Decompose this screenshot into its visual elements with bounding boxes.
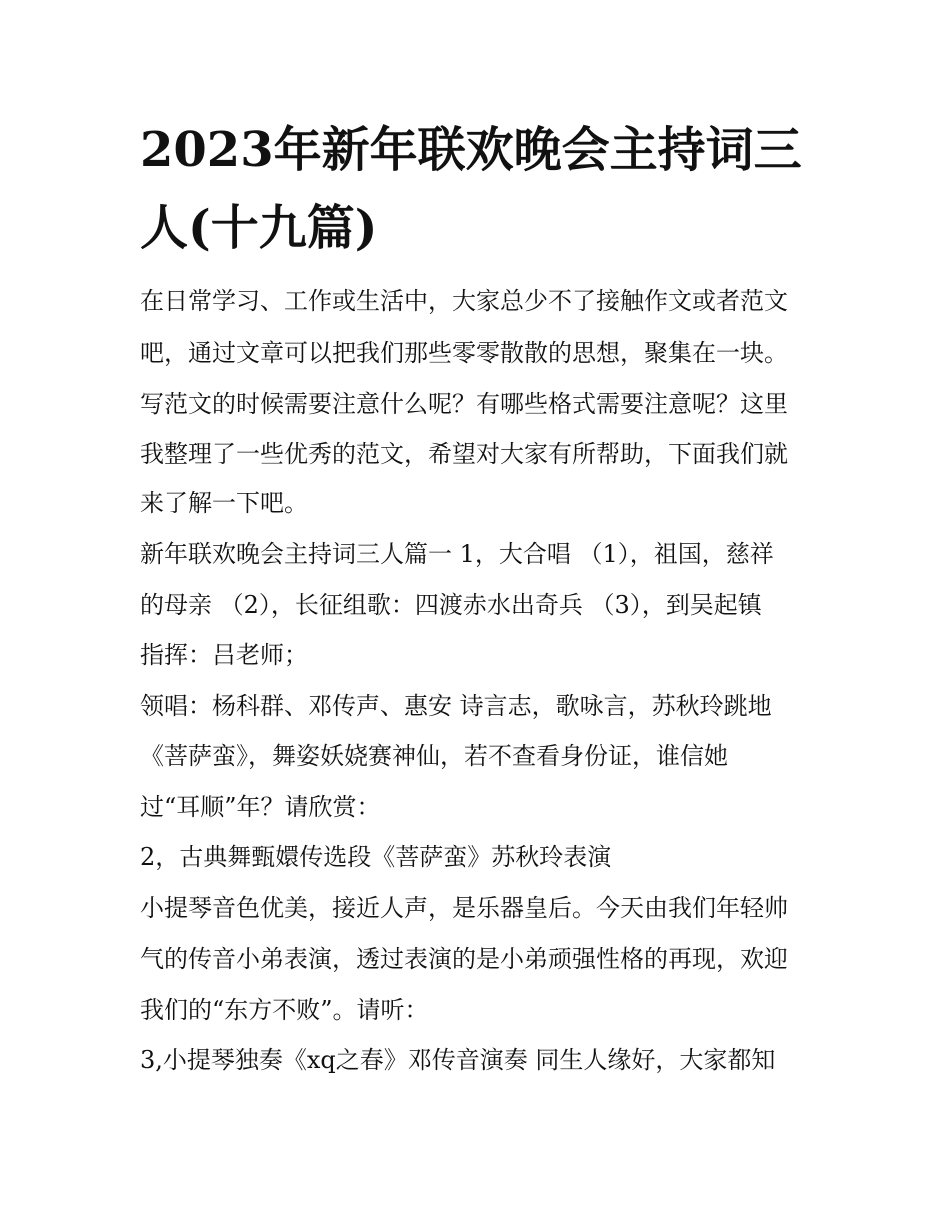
body-line: 我整理了一些优秀的范文，希望对大家有所帮助，下面我们就 — [140, 440, 788, 468]
document-title-line-2: 人(十九篇) — [140, 200, 378, 256]
body-line: 新年联欢晚会主持词三人篇一 1，大合唱 （1），祖国，慈祥 — [140, 540, 774, 568]
body-line: 2，古典舞甄嬛传选段《菩萨蛮》苏秋玲表演 — [140, 843, 612, 871]
body-line: 我们的“东方不败”。请听： — [140, 996, 429, 1024]
body-line: 小提琴音色优美，接近人声，是乐器皇后。今天由我们年轻帅 — [140, 894, 788, 922]
body-line: 过“耳顺”年？请欣赏： — [140, 793, 381, 821]
body-line: 《菩萨蛮》，舞姿妖娆赛神仙，若不查看身份证，谁信她 — [140, 742, 728, 770]
body-line: 领唱：杨科群、邓传声、惠安 诗言志，歌咏言，苏秋玲跳地 — [140, 692, 772, 720]
document-title-line-1: 2023年新年联欢晚会主持词三 — [140, 122, 802, 178]
body-line: 的母亲 （2），长征组歌：四渡赤水出奇兵 （3），到吴起镇 — [140, 591, 762, 619]
body-line: 吧，通过文章可以把我们那些零零散散的思想，聚集在一块。 — [140, 339, 788, 367]
body-line: 来了解一下吧。 — [140, 489, 308, 517]
body-line: 在日常学习、工作或生活中，大家总少不了接触作文或者范文 — [140, 287, 788, 315]
body-line: 指挥：吕老师； — [140, 641, 308, 669]
body-line: 气的传音小弟表演，透过表演的是小弟顽强性格的再现，欢迎 — [140, 945, 788, 973]
body-line: 写范文的时候需要注意什么呢？有哪些格式需要注意呢？这里 — [140, 390, 788, 418]
body-line: 3,小提琴独奏《xq之春》邓传音演奏 同生人缘好，大家都知 — [140, 1046, 776, 1074]
